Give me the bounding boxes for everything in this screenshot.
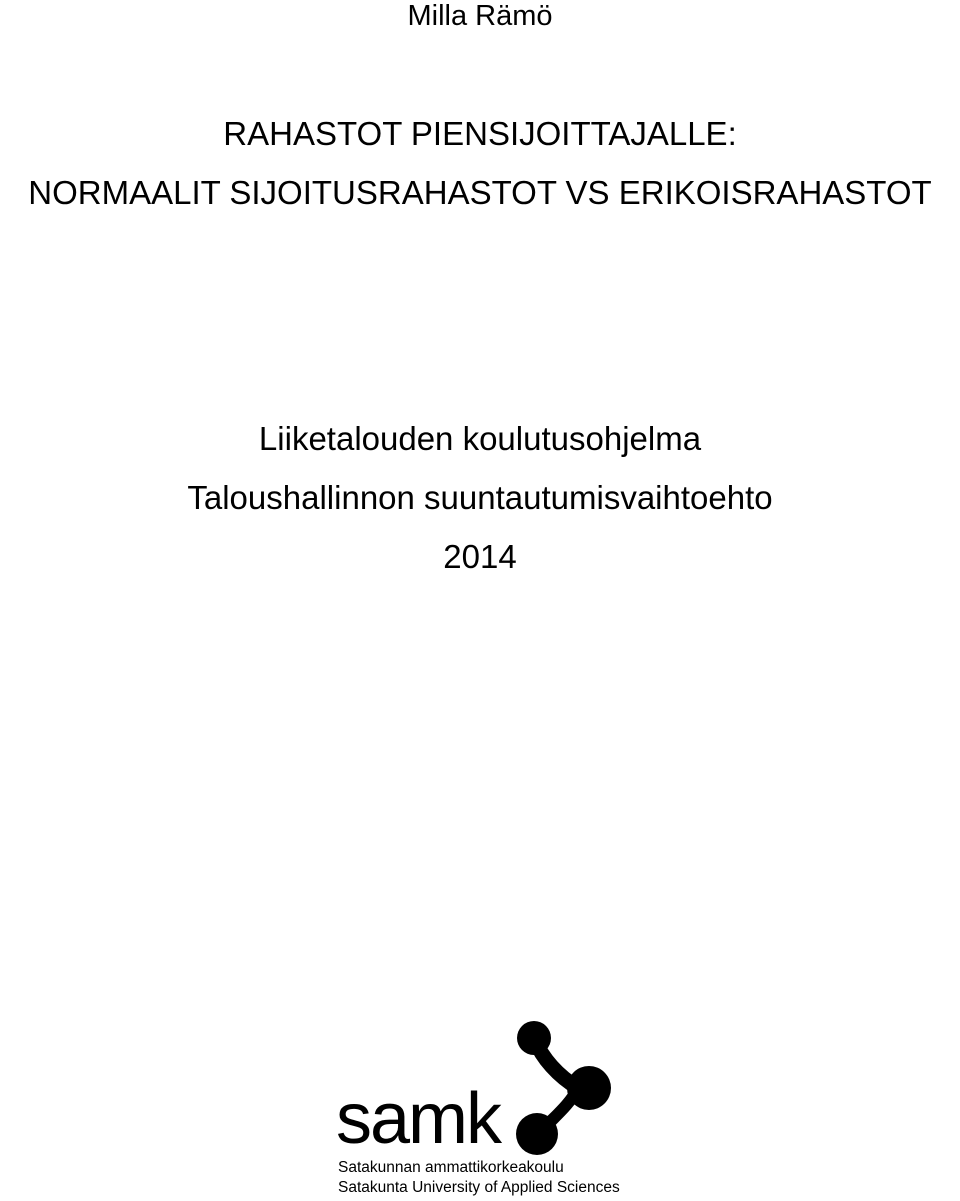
degree-programme: Liiketalouden koulutusohjelma <box>258 420 702 457</box>
samk-logo <box>330 1018 630 1198</box>
publication-year: 2014 <box>443 538 517 575</box>
author-name: Milla Rämö <box>407 0 553 32</box>
specialization-option: Taloushallinnon suuntautumisvaihtoehto <box>187 479 773 516</box>
logo-subtitle-english: Satakunta University of Applied Sciences <box>338 1179 620 1196</box>
thesis-title-line-1: RAHASTOT PIENSIJOITTAJALLE: <box>223 115 737 152</box>
logo-wordmark: samk <box>336 1079 501 1159</box>
thesis-title-line-2: NORMAALIT SIJOITUSRAHASTOT VS ERIKOISRAHASTOT <box>28 174 932 211</box>
logo-subtitle-finnish: Satakunnan ammattikorkeakoulu <box>338 1159 564 1176</box>
